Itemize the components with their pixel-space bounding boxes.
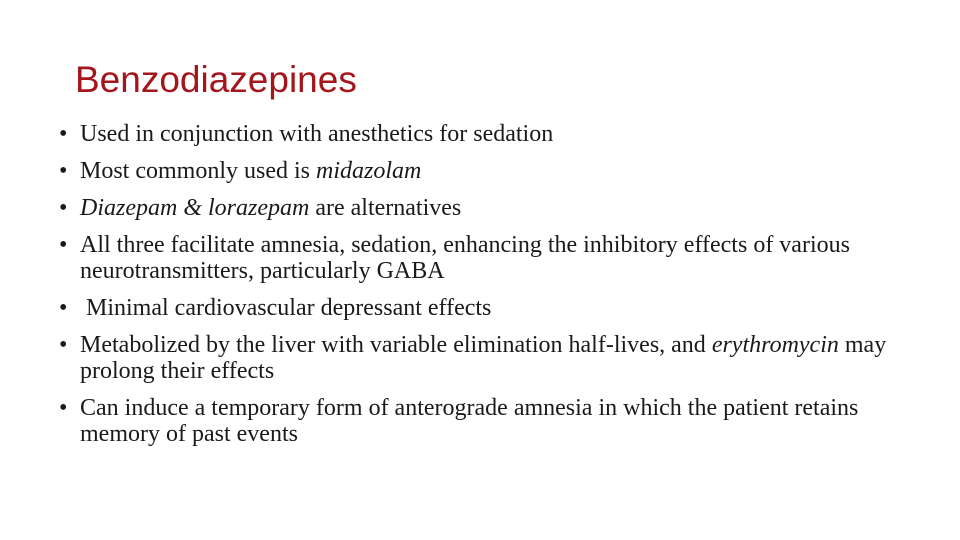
bullet-text: may prolong their effects — [80, 332, 887, 384]
bullet-italic-text: midazolam — [316, 158, 422, 184]
bullet-list — [59, 121, 919, 458]
bullet-text: All three facilitate amnesia, sedation, enhancing the inhibitory effects of various neurotransmitters, particularly GABA — [80, 232, 850, 284]
bullet-text: Most commonly used is — [80, 158, 317, 184]
bullet-item — [59, 295, 919, 321]
bullet-item — [59, 121, 919, 147]
bullet-item — [59, 395, 919, 447]
slide-title: Benzodiazepines — [75, 59, 357, 100]
bullet-text: Used in conjunction with anesthetics for sedation — [80, 121, 554, 147]
bullet-italic-text: Diazepam & lorazepam — [80, 195, 310, 221]
bullet-text: Metabolized by the liver with variable elimination half-lives, and — [80, 332, 712, 358]
bullet-text: Minimal cardiovascular depressant effects — [86, 295, 492, 321]
bullet-item — [59, 232, 919, 284]
bullet-item — [59, 195, 919, 221]
bullet-item — [59, 158, 919, 184]
bullet-text: are alternatives — [309, 195, 462, 221]
bullet-text: Can induce a temporary form of anterograde amnesia in which the patient retains memory of past events — [80, 395, 859, 447]
bullet-item — [59, 332, 919, 384]
bullet-italic-text: erythromycin — [711, 332, 839, 358]
